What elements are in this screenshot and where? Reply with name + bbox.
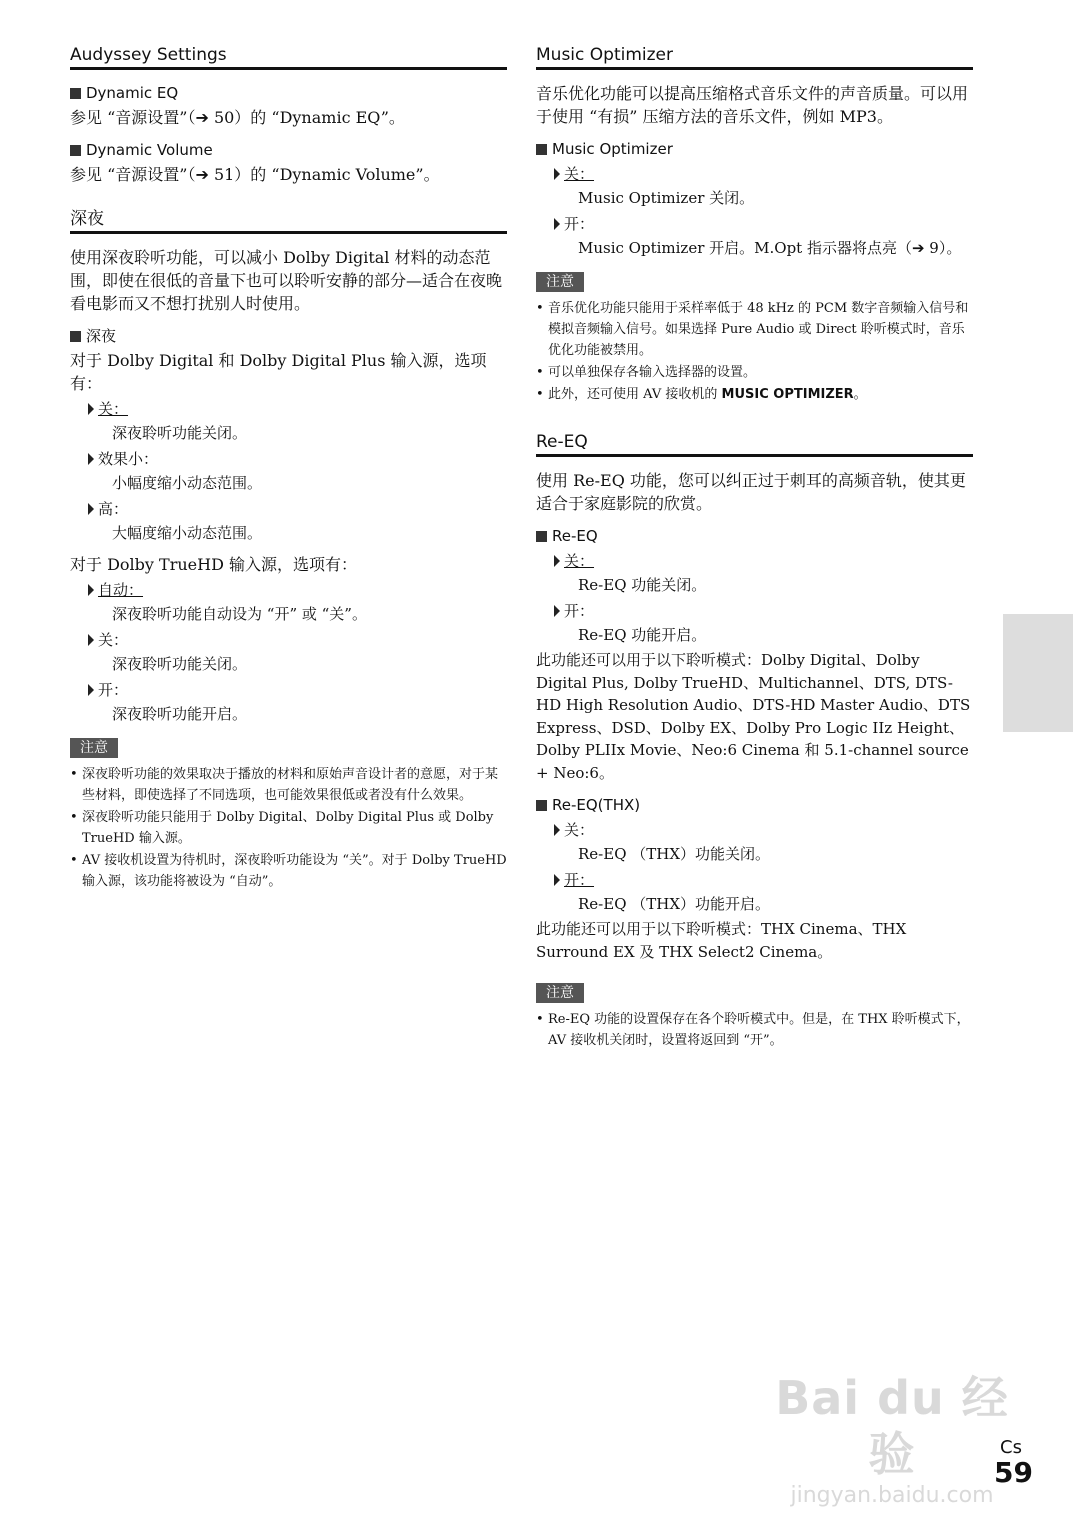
section-title-re-eq: Re-EQ	[536, 431, 973, 457]
triangle-bullet-icon	[88, 453, 94, 465]
option-on	[554, 869, 973, 891]
subhead-label: 深夜	[86, 327, 117, 345]
watermark-logo-text: Bai du 经验	[775, 1371, 1009, 1481]
subhead-label: Dynamic EQ	[86, 84, 179, 102]
watermark-url: jingyan.baidu.com	[790, 1483, 994, 1508]
option-label: 关：	[98, 631, 129, 649]
triangle-bullet-icon	[554, 874, 560, 886]
option-label: 开：	[564, 871, 595, 889]
note-item: • 深夜聆听功能只能用于 Dolby Digital、Dolby Digital Plus 或 Dolby TrueHD 输入源。	[70, 807, 507, 849]
option-desc: 深夜聆听功能自动设为 “开” 或 “关”。	[112, 605, 367, 623]
option-label: 关：	[98, 400, 129, 418]
option-desc: 深夜聆听功能开启。	[112, 705, 248, 723]
triangle-bullet-icon	[554, 555, 560, 567]
button-name: MUSIC OPTIMIZER	[721, 387, 854, 402]
square-bullet-icon	[70, 331, 81, 342]
square-bullet-icon	[536, 144, 547, 155]
square-bullet-icon	[536, 531, 547, 542]
note-item: • AV 接收机设置为待机时，深夜聆听功能设为 “关”。对于 Dolby TrueHD 输入源，该功能将被设为 “自动”。	[70, 850, 507, 892]
dynamic-volume-text: 参见 “音源设置”（➔ 51）的 “Dynamic Volume”。	[70, 165, 440, 184]
option-off	[554, 163, 973, 185]
page-language: Cs	[1000, 1437, 1022, 1458]
section-title-audyssey: Audyssey Settings	[70, 44, 507, 70]
subhead-label: Re-EQ(THX)	[552, 796, 641, 814]
note-item: • Re-EQ 功能的设置保存在各个聆听模式中。但是，在 THX 聆听模式下，AV 接收机关闭时，设置将返回到 “开”。	[536, 1009, 973, 1051]
square-bullet-icon	[70, 88, 81, 99]
option-off	[554, 819, 973, 841]
triangle-bullet-icon	[88, 684, 94, 696]
option-label: 开：	[564, 602, 595, 620]
option-label: 高：	[98, 500, 129, 518]
section-title-music-optimizer: Music Optimizer	[536, 44, 973, 70]
subhead-re-eq-thx	[536, 794, 973, 816]
option-label: 自动：	[98, 581, 144, 599]
subhead-late-night	[70, 325, 507, 347]
option-desc: 深夜聆听功能关闭。	[112, 424, 248, 442]
truehd-lead: 对于 Dolby TrueHD 输入源，选项有：	[70, 555, 357, 574]
option-desc: Music Optimizer 开启。M.Opt 指示器将点亮（➔ 9）。	[578, 239, 962, 257]
notes-list	[536, 298, 973, 405]
triangle-bullet-icon	[88, 503, 94, 515]
subhead-label: Re-EQ	[552, 527, 598, 545]
re-eq-modes: 此功能还可以用于以下聆听模式：Dolby Digital、Dolby Digital Plus, Dolby TrueHD、Multichannel、DTS, DTS-HD High Resolution Audio、DTS-HD Master Audio、DTS Express、DSD、Dolby EX、Dolby Pro Logic IIz Height、Dolby PLIIx Movie、Neo:6 Cinema 和 5.1-channel source + Neo:6。	[536, 651, 971, 782]
page-number: 59	[994, 1456, 1033, 1489]
square-bullet-icon	[536, 800, 547, 811]
left-column	[70, 44, 507, 893]
note-item	[536, 384, 973, 405]
subhead-label: Dynamic Volume	[86, 141, 213, 159]
option-high	[88, 498, 507, 520]
option-label: 关：	[564, 165, 595, 183]
subhead-music-optimizer	[536, 138, 973, 160]
notes-list	[536, 1009, 973, 1051]
option-desc: 大幅度缩小动态范围。	[112, 524, 263, 542]
dynamic-eq-text: 参见 “音源设置”（➔ 50）的 “Dynamic EQ”。	[70, 108, 405, 127]
option-on	[554, 213, 973, 235]
subhead-dynamic-eq	[70, 82, 507, 104]
subhead-dynamic-volume	[70, 139, 507, 161]
triangle-bullet-icon	[88, 403, 94, 415]
option-off	[88, 629, 507, 651]
option-desc: Re-EQ 功能开启。	[578, 626, 707, 644]
option-on	[554, 600, 973, 622]
note-badge: 注意	[70, 738, 118, 758]
note-text: 。	[853, 387, 867, 402]
option-off	[554, 550, 973, 572]
option-low	[88, 448, 507, 470]
note-badge: 注意	[536, 272, 584, 292]
subhead-label: Music Optimizer	[552, 140, 673, 158]
option-auto	[88, 579, 507, 601]
note-item: • 深夜聆听功能的效果取决于播放的材料和原始声音设计者的意愿，对于某些材料，即使选择了不同选项，也可能效果很低或者没有什么效果。	[70, 764, 507, 806]
dolby-digital-lead: 对于 Dolby Digital 和 Dolby Digital Plus 输入源，选项有：	[70, 351, 487, 393]
triangle-bullet-icon	[554, 218, 560, 230]
subhead-re-eq	[536, 525, 973, 547]
note-item: • 音乐优化功能只能用于采样率低于 48 kHz 的 PCM 数字音频输入信号和模拟音频输入信号。如果选择 Pure Audio 或 Direct 聆听模式时，音乐优化功能被禁用。	[536, 298, 973, 361]
square-bullet-icon	[70, 145, 81, 156]
triangle-bullet-icon	[554, 824, 560, 836]
notes-list	[70, 764, 507, 892]
note-text: 此外，还可使用 AV 接收机的	[548, 387, 722, 402]
option-on	[88, 679, 507, 701]
note-item: • 可以单独保存各输入选择器的设置。	[536, 362, 973, 383]
re-eq-thx-modes: 此功能还可以用于以下聆听模式：THX Cinema、THX Surround EX 及 THX Select2 Cinema。	[536, 920, 907, 961]
option-label: 开：	[564, 215, 595, 233]
late-night-intro: 使用深夜聆听功能，可以减小 Dolby Digital 材料的动态范围，即使在很低的音量下也可以聆听安静的部分—适合在夜晚看电影而又不想打扰别人时使用。	[70, 248, 503, 313]
option-desc: Re-EQ （THX）功能关闭。	[578, 845, 771, 863]
triangle-bullet-icon	[554, 168, 560, 180]
option-label: 开：	[98, 681, 129, 699]
note-badge: 注意	[536, 983, 584, 1003]
section-title-late-night: 深夜	[70, 208, 507, 234]
option-desc: Re-EQ 功能关闭。	[578, 576, 707, 594]
triangle-bullet-icon	[88, 584, 94, 596]
option-desc: Music Optimizer 关闭。	[578, 189, 755, 207]
baidu-watermark	[762, 1370, 1022, 1510]
triangle-bullet-icon	[554, 605, 560, 617]
option-desc: 深夜聆听功能关闭。	[112, 655, 248, 673]
right-column	[536, 44, 973, 1052]
option-off	[88, 398, 507, 420]
option-desc: Re-EQ （THX）功能开启。	[578, 895, 771, 913]
option-label: 效果小：	[98, 450, 159, 468]
triangle-bullet-icon	[88, 634, 94, 646]
option-label: 关：	[564, 821, 595, 839]
re-eq-intro: 使用 Re-EQ 功能，您可以纠正过于刺耳的高频音轨，使其更适合于家庭影院的欣赏。	[536, 471, 966, 513]
side-tab	[1003, 614, 1073, 732]
option-label: 关：	[564, 552, 595, 570]
option-desc: 小幅度缩小动态范围。	[112, 474, 263, 492]
music-optimizer-intro: 音乐优化功能可以提高压缩格式音乐文件的声音质量。可以用于使用 “有损” 压缩方法的音乐文件，例如 MP3。	[536, 84, 969, 126]
